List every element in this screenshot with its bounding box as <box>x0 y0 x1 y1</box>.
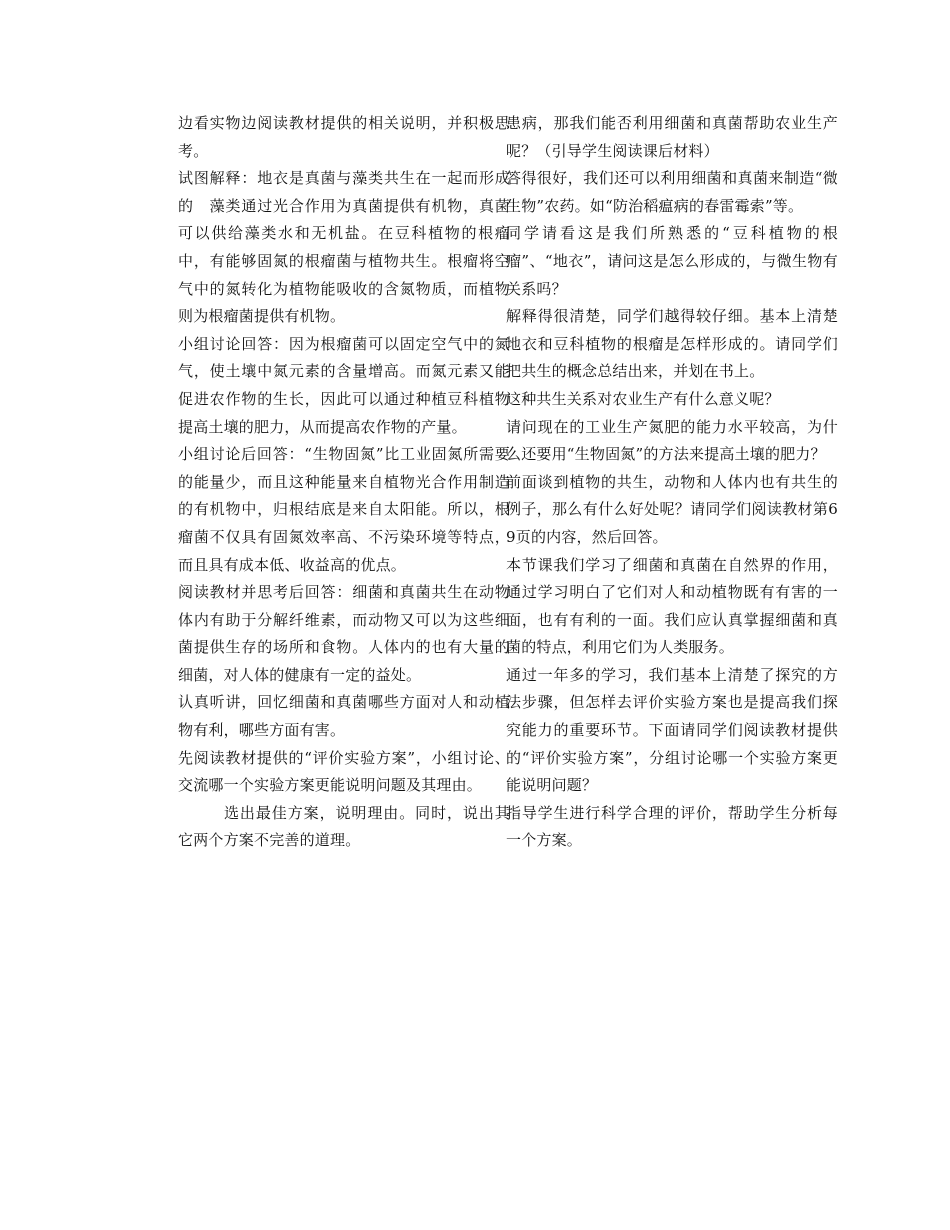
right-paragraph-3: 同学请看这是我们所熟悉的“豆科植物的根瘤”、“地衣”，请问这是怎么形成的，与微生物有关系吗？ <box>506 224 838 298</box>
right-paragraph-7: 前面谈到植物的共生，动物和人体内也有共生的例子，那么有什么好处呢？请同学们阅读教材第69页的内容，然后回答。 <box>506 472 838 546</box>
left-paragraph-7: 先阅读教材提供的“评价实验方案”，小组讨论、交流哪一个实验方案更能说明问题及其理由。 <box>178 748 510 795</box>
right-paragraph-8: 本节课我们学习了细菌和真菌在自然界的作用，通过学习明白了它们对人和动植物既有有害的一面，也有有利的一面。我们应认真掌握细菌和真菌的特点，利用它们为人类服务。 <box>506 555 838 657</box>
left-paragraph-6: 认真听讲，回忆细菌和真菌哪些方面对人和动植物有利，哪些方面有害。 <box>178 693 510 740</box>
left-paragraph-8: 选出最佳方案，说明理由。同时，说出其它两个方案不完善的道理。 <box>178 803 510 850</box>
right-paragraph-9: 通过一年多的学习，我们基本上清楚了探究的方法步骤，但怎样去评价实验方案也是提高我们探究能力的重要环节。下面请同学们阅读教材提供的“评价实验方案”，分组讨论哪一个实验方案更能说明问题？ <box>506 665 838 795</box>
right-paragraph-1: 患病，那我们能否利用细菌和真菌帮助农业生产呢？（引导学生阅读课后材料） <box>506 114 838 160</box>
left-paragraph-1: 边看实物边阅读教材提供的相关说明，并积极思考。 <box>178 114 510 160</box>
right-paragraph-6: 请问现在的工业生产氮肥的能力水平较高，为什么还要用“生物固氮”的方法来提高土壤的肥力？ <box>506 417 838 464</box>
right-paragraph-4: 解释得很清楚，同学们越得较仔细。基本上清楚地衣和豆科植物的根瘤是怎样形成的。请同学们把共生的概念总结出来，并划在书上。 <box>506 307 838 381</box>
left-paragraph-2: 试图解释：地衣是真菌与藻类共生在一起而形成的 藻类通过光合作用为真菌提供有机物，真菌可以供给藻类水和无机盐。在豆科植物的根瘤中，有能够固氮的根瘤菌与植物共生。根瘤将空气中的氮转化为植物能吸收的含氮物质，而植物则为根瘤菌提供有机物。 <box>178 169 510 326</box>
left-paragraph-3: 小组讨论回答：因为根瘤菌可以固定空气中的氮气，使土壤中氮元素的含量增高。而氮元素又能促进农作物的生长，因此可以通过种植豆科植物提高土壤的肥力，从而提高农作物的产量。 <box>178 334 510 436</box>
left-column <box>178 110 510 855</box>
left-paragraph-4: 小组讨论后回答：“生物固氮”比工业固氮所需要的能量少，而且这种能量来自植物光合作用制造的有机物中，归根结底是来自太阳能。所以，根瘤菌不仅具有固氮效率高、不污染环境等特点，而且具有成本低、收益高的优点。 <box>178 445 510 574</box>
right-paragraph-2: 答得很好，我们还可以利用细菌和真菌来制造“微生物”农药。如“防治稻瘟病的春雷霉索”等。 <box>506 169 838 215</box>
right-paragraph-5: 这种共生关系对农业生产有什么意义呢？ <box>506 389 780 408</box>
right-paragraph-10: 指导学生进行科学合理的评价，帮助学生分析每一个方案。 <box>506 803 838 850</box>
left-paragraph-5: 阅读教材并思考后回答：细菌和真菌共生在动物体内有助于分解纤维素，而动物又可以为这些细菌提供生存的场所和食物。人体内的也有大量的细菌，对人体的健康有一定的益处。 <box>178 583 510 684</box>
right-column <box>506 110 838 855</box>
